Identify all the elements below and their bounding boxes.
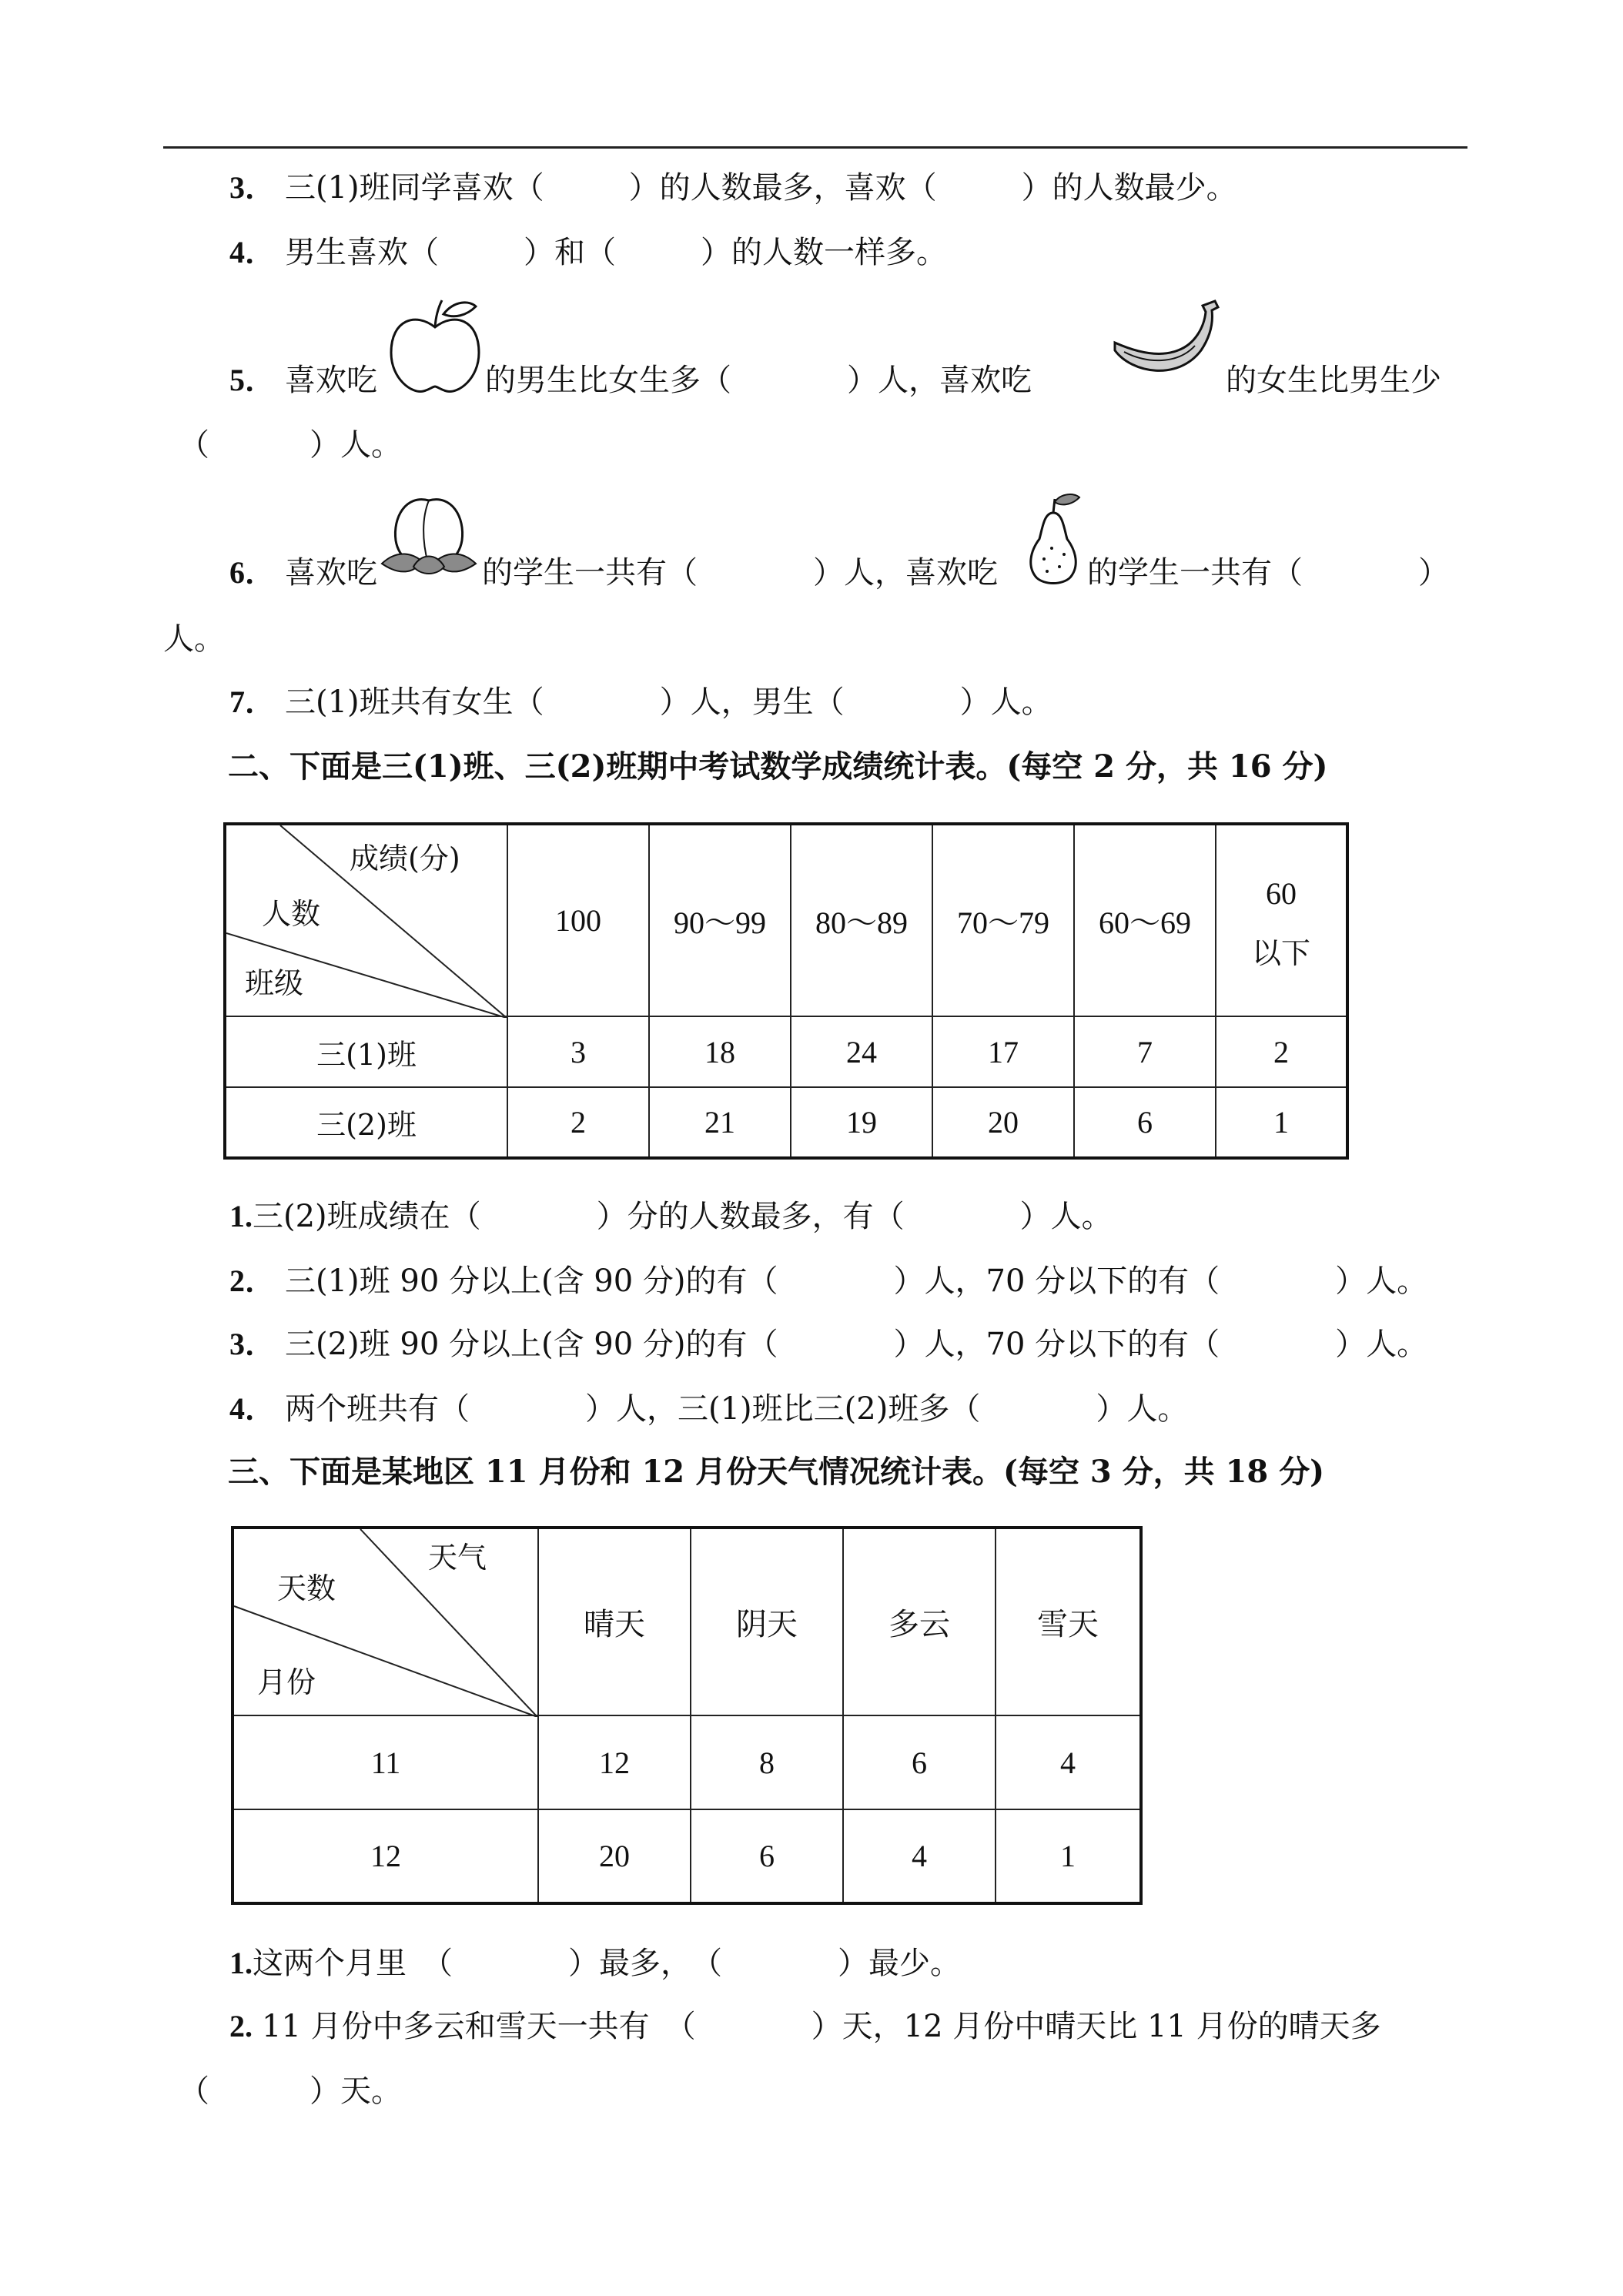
section-2-title: 二、下面是三(1)班、三(2)班期中考试数学成绩统计表。(每空 2 分，共 16 分)	[228, 748, 1328, 785]
weather-table-corner	[233, 1528, 538, 1715]
corner-top-label: 成绩(分)	[350, 842, 460, 875]
question-3: 3． 三(1)班同学喜欢（ ）的人数最多，喜欢（ ）的人数最少。	[229, 170, 1237, 206]
pear-icon	[1021, 490, 1086, 590]
table-cell: 20	[932, 1087, 1074, 1158]
question-6-end: 的学生一共有（ ）	[1087, 555, 1449, 591]
corner-top-label: 天气	[428, 1541, 487, 1575]
table-cell: 19	[791, 1087, 932, 1158]
row-label: 12	[233, 1809, 538, 1903]
question-7: 7． 三(1)班共有女生（ ）人，男生（ ）人。	[229, 684, 1052, 720]
s2-question-2: 2． 三(1)班 90 分以上(含 90 分)的有（ ）人，70 分以下的有（ ）人。	[229, 1263, 1428, 1299]
header-cell: 晴天	[538, 1528, 691, 1715]
question-5-middle: 的男生比女生多（ ）人，喜欢吃	[485, 363, 1032, 398]
header-cell: 80～89	[791, 824, 932, 1016]
table-cell: 6	[1074, 1087, 1216, 1158]
table-cell: 1	[996, 1809, 1141, 1903]
table-cell: 17	[932, 1016, 1074, 1087]
corner-middle-label: 人数	[262, 897, 321, 931]
row-label: 三(2)班	[225, 1087, 507, 1158]
table-cell: 20	[538, 1809, 691, 1903]
table-cell: 6	[691, 1809, 843, 1903]
table-cell: 8	[691, 1715, 843, 1809]
header-cell: 多云	[843, 1528, 996, 1715]
table-cell: 6	[843, 1715, 996, 1809]
header-cell: 90～99	[649, 824, 791, 1016]
table-cell: 12	[538, 1715, 691, 1809]
table-cell: 24	[791, 1016, 932, 1087]
table-cell: 18	[649, 1016, 791, 1087]
score-table-corner	[225, 824, 507, 1016]
question-6: 6． 喜欢吃	[229, 555, 377, 591]
header-cell: 70～79	[932, 824, 1074, 1016]
s2-question-4: 4． 两个班共有（ ）人，三(1)班比三(2)班多（ ）人。	[229, 1391, 1189, 1427]
question-6-cont: 人。	[163, 621, 225, 657]
question-5: 5． 喜欢吃	[229, 363, 377, 398]
question-6-middle: 的学生一共有（ ）人，喜欢吃	[482, 555, 998, 591]
table-cell: 2	[1216, 1016, 1347, 1087]
table-cell: 4	[996, 1715, 1141, 1809]
header-cell: 雪天	[996, 1528, 1141, 1715]
weather-table	[231, 1526, 1143, 1905]
corner-middle-label: 天数	[277, 1571, 336, 1605]
header-cell: 阴天	[691, 1528, 843, 1715]
header-rule	[163, 146, 1467, 149]
corner-bottom-label: 班级	[245, 966, 304, 1000]
question-5-end: 的女生比男生少	[1226, 363, 1441, 398]
table-cell: 3	[507, 1016, 649, 1087]
s2-question-3: 3． 三(2)班 90 分以上(含 90 分)的有（ ）人，70 分以下的有（ ）人。	[229, 1327, 1428, 1362]
s2-question-1: 1.三(2)班成绩在（ ）分的人数最多，有（ ）人。	[229, 1199, 1113, 1234]
table-cell: 4	[843, 1809, 996, 1903]
s3-question-2: 2. 11 月份中多云和雪天一共有 （ ）天，12 月份中晴天比 11 月份的晴天多	[229, 2009, 1381, 2044]
corner-bottom-label: 月份	[257, 1665, 316, 1699]
row-label: 三(1)班	[225, 1016, 507, 1087]
header-cell-60-below: 60 以下	[1216, 824, 1347, 1016]
section-3-title: 三、下面是某地区 11 月份和 12 月份天气情况统计表。(每空 3 分，共 18 分)	[228, 1454, 1325, 1490]
header-cell: 100	[507, 824, 649, 1016]
table-cell: 1	[1216, 1087, 1347, 1158]
score-table	[223, 822, 1349, 1160]
banana-icon	[1109, 296, 1224, 389]
table-cell: 7	[1074, 1016, 1216, 1087]
table-cell: 2	[507, 1087, 649, 1158]
apple-icon	[385, 293, 485, 400]
s3-question-2-cont: （ ）天。	[179, 2073, 402, 2109]
header-cell: 60～69	[1074, 824, 1216, 1016]
row-label: 11	[233, 1715, 538, 1809]
question-5-cont: （ ）人。	[179, 427, 402, 463]
table-cell: 21	[649, 1087, 791, 1158]
question-4: 4． 男生喜欢（ ）和（ ）的人数一样多。	[229, 235, 947, 270]
s3-question-1: 1.这两个月里 （ ）最多， （ ）最少。	[229, 1946, 961, 1981]
peach-icon	[379, 487, 479, 587]
